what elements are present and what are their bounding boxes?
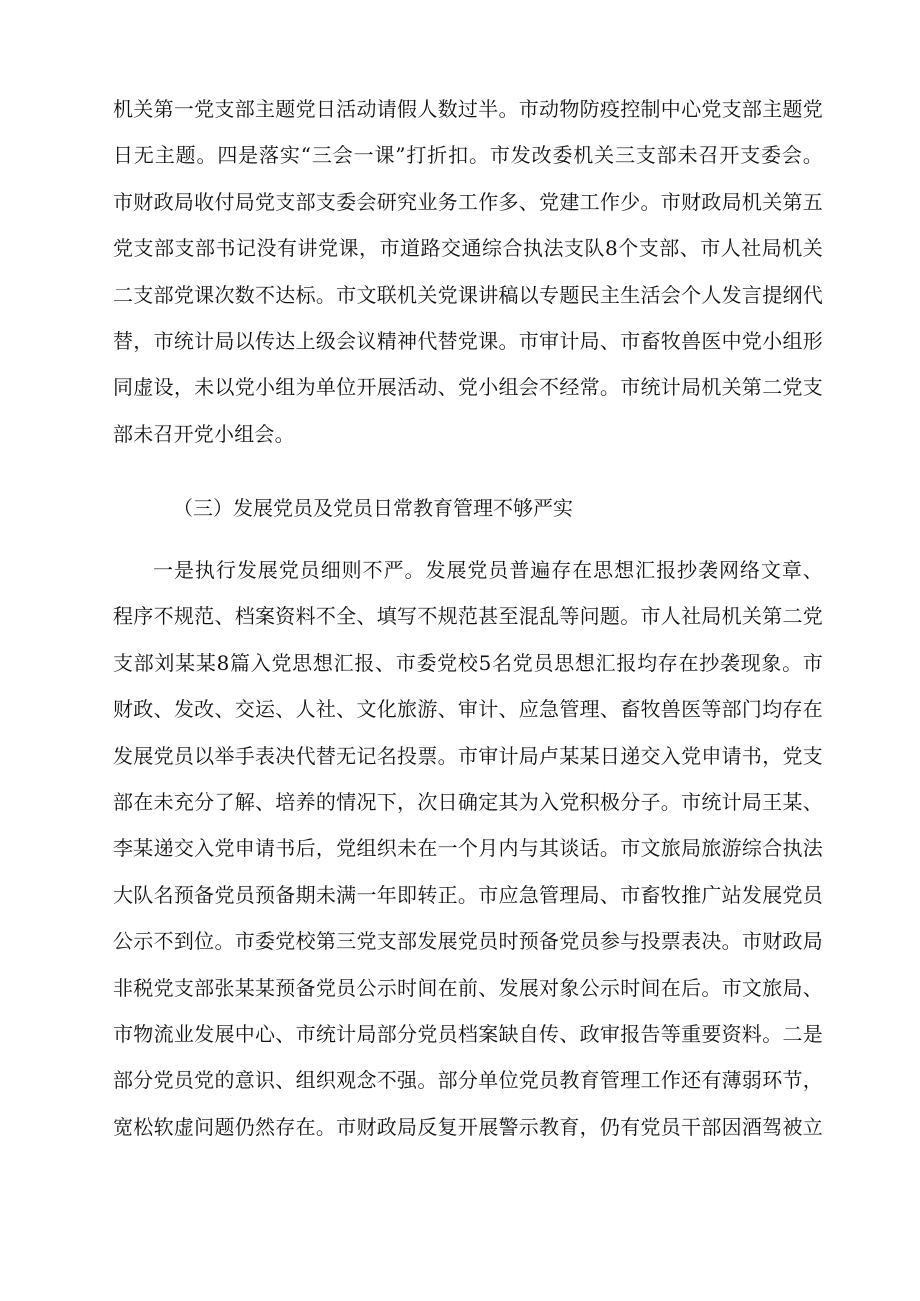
paragraph-line: 党支部支部书记没有讲党课，市道路交通综合执法支队8个支部、市人社局机关 bbox=[113, 236, 823, 261]
paragraph-line: 程序不规范、档案资料不全、填写不规范甚至混乱等问题。市人社局机关第二党 bbox=[113, 604, 823, 629]
paragraph-line: 大队名预备党员预备期未满一年即转正。市应急管理局、市畜牧推广站发展党员 bbox=[113, 882, 823, 907]
paragraph-line: 市财政局收付局党支部支委会研究业务工作多、党建工作少。市财政局机关第五 bbox=[113, 189, 823, 214]
paragraph-2 bbox=[113, 547, 823, 1150]
paragraph-line: 部分党员党的意识、组织观念不强。部分单位党员教育管理工作还有薄弱环节， bbox=[113, 1068, 823, 1093]
paragraph-line: 发展党员以举手表决代替无记名投票。市审计局卢某某日递交入党申请书，党支 bbox=[113, 743, 823, 768]
section-heading: （三）发展党员及党员日常教育管理不够严实 bbox=[173, 496, 573, 520]
paragraph-1 bbox=[113, 86, 823, 457]
paragraph-line: 李某递交入党申请书后，党组织未在一个月内与其谈话。市文旅局旅游综合执法 bbox=[113, 836, 823, 861]
paragraph-line: 替，市统计局以传达上级会议精神代替党课。市审计局、市畜牧兽医中党小组形 bbox=[113, 329, 823, 354]
paragraph-line: 市物流业发展中心、市统计局部分党员档案缺自传、政审报告等重要资料。二是 bbox=[113, 1022, 823, 1047]
paragraph-line: 机关第一党支部主题党日活动请假人数过半。市动物防疫控制中心党支部主题党 bbox=[113, 97, 823, 121]
paragraph-line: 财政、发改、交运、人社、文化旅游、审计、应急管理、畜牧兽医等部门均存在 bbox=[113, 697, 823, 722]
paragraph-line: 部未召开党小组会。 bbox=[113, 421, 295, 446]
paragraph-line: 部在未充分了解、培养的情况下，次日确定其为入党积极分子。市统计局王某、 bbox=[113, 790, 823, 815]
paragraph-line: 支部刘某某8篇入党思想汇报、市委党校5名党员思想汇报均存在抄袭现象。市 bbox=[113, 650, 823, 675]
paragraph-line: 非税党支部张某某预备党员公示时间在前、发展对象公示时间在后。市文旅局、 bbox=[113, 975, 823, 1000]
paragraph-line: 公示不到位。市委党校第三党支部发展党员时预备党员参与投票表决。市财政局 bbox=[113, 929, 823, 954]
paragraph-line: 一是执行发展党员细则不严。发展党员普遍存在思想汇报抄袭网络文章、 bbox=[153, 558, 823, 582]
paragraph-line: 二支部党课次数不达标。市文联机关党课讲稿以专题民主生活会个人发言提纲代 bbox=[113, 282, 823, 307]
paragraph-line: 日无主题。四是落实“三会一课”打折扣。市发改委机关三支部未召开支委会。 bbox=[113, 143, 823, 168]
paragraph-line: 宽松软虚问题仍然存在。市财政局反复开展警示教育，仍有党员干部因酒驾被立 bbox=[113, 1114, 823, 1139]
paragraph-line: 同虚设，未以党小组为单位开展活动、党小组会不经常。市统计局机关第二党支 bbox=[113, 375, 823, 400]
